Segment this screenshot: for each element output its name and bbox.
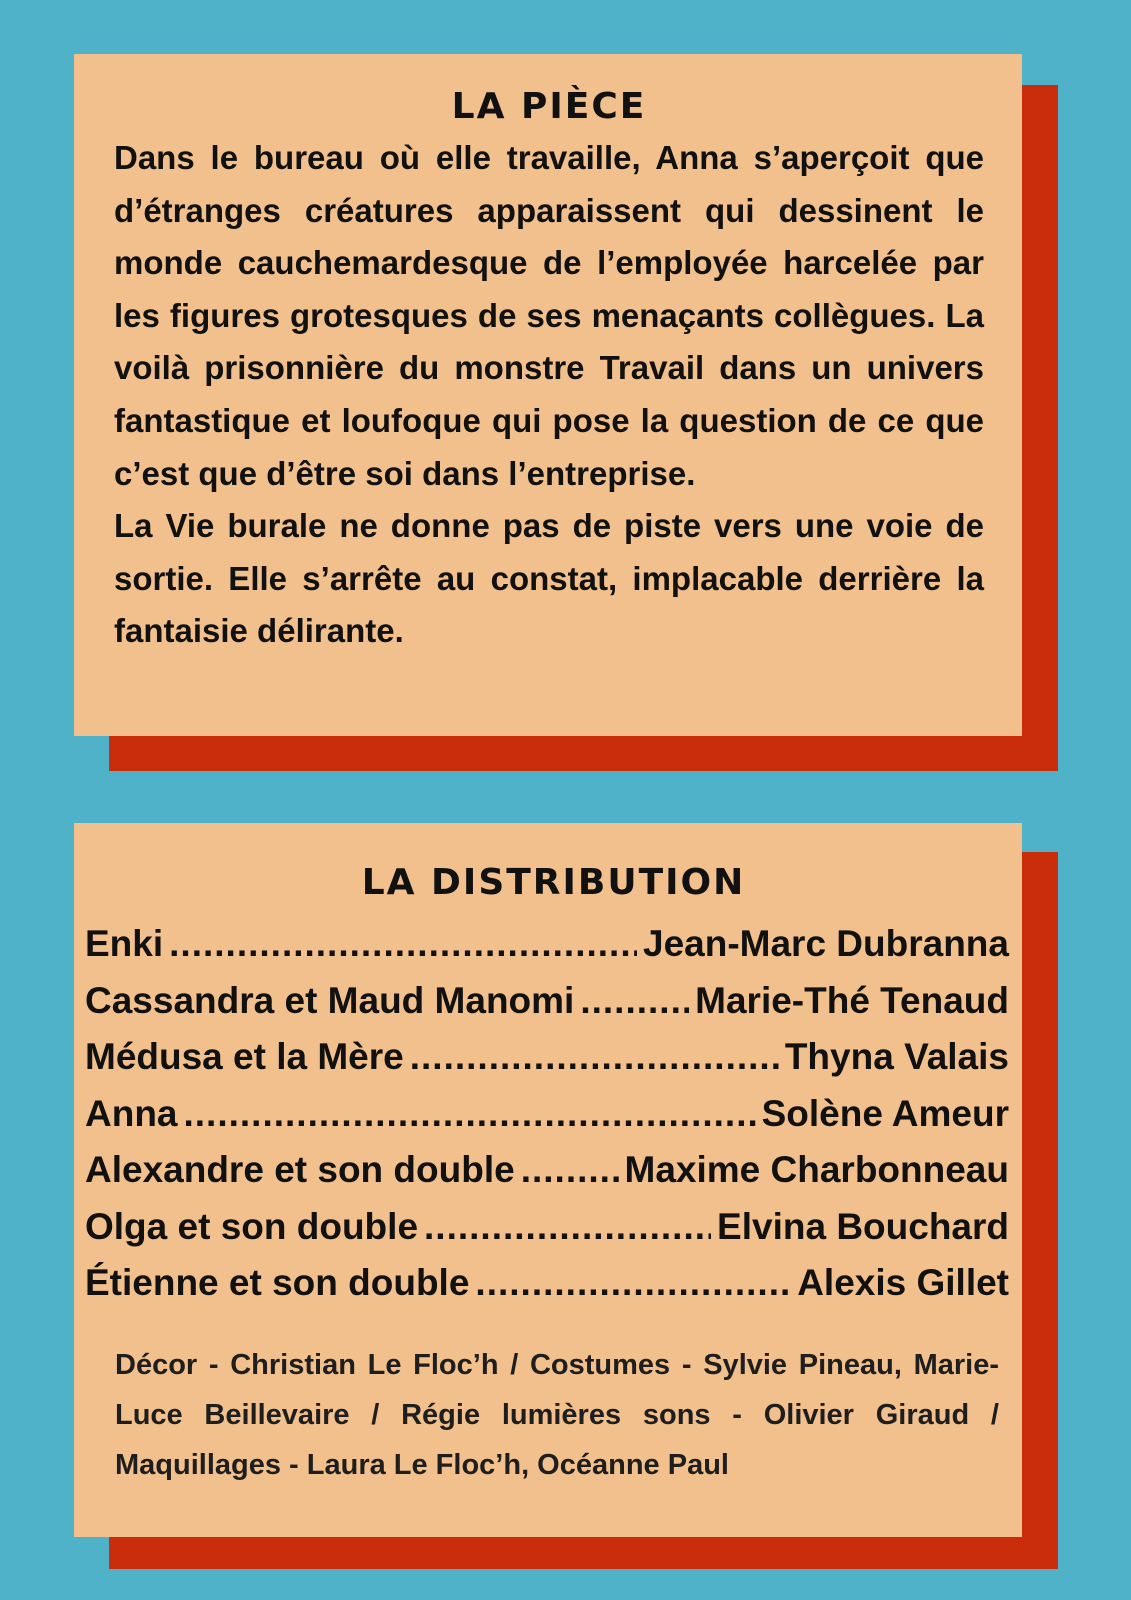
cast-actor: Marie-Thé Tenaud [695,979,1009,1021]
cast-row [85,1255,1009,1312]
cast-role: Anna [85,1092,178,1134]
cast-role: Étienne et son double [85,1262,470,1303]
cast-role: Cassandra et Maud Manomi [85,979,575,1021]
cast-actor: Solène Ameur [761,1092,1009,1134]
dot-leader [475,1255,791,1312]
synopsis-paragraph-1: Dans le bureau où elle travaille, Anna s’aperçoit que d’étranges créatures apparaissent qui dessinent le monde cauchemardesque de l’employée harcelée par les figures grotesques de ses menaçants collègues. La voilà prisonnière du monstre Travail dans un univers fantastique et loufoque qui pose la question de ce que c’est que d’être soi dans l’entreprise. [114,139,984,492]
cast-list [85,916,1009,1312]
cast-row [85,1142,1009,1199]
cast-role: Alexandre et son double [85,1149,515,1190]
cast-row [85,1199,1009,1256]
piece-card [74,54,1022,736]
cast-role: Olga et son double [85,1205,419,1247]
dot-leader [410,1029,779,1086]
cast-actor: Alexis Gillet [797,1262,1009,1303]
cast-actor: Maxime Charbonneau [624,1149,1009,1190]
cast-row [85,1086,1009,1143]
cast-row [85,973,1009,1030]
cast-row [85,1029,1009,1086]
distribution-title: LA DISTRIBUTION [361,862,746,903]
dot-leader [580,973,689,1030]
piece-title: LA PIÈCE [451,86,647,127]
cast-role: Enki [85,923,164,964]
cast-role: Médusa et la Mère [85,1036,404,1077]
cast-actor: Thyna Valais [784,1036,1009,1077]
cast-actor: Jean-Marc Dubranna [643,923,1009,964]
dot-leader [184,1086,756,1143]
cast-row [85,916,1009,973]
dot-leader [521,1142,619,1199]
dot-leader [424,1199,711,1256]
distribution-card [74,823,1022,1537]
credits-text: Décor - Christian Le Floc’h / Costumes - Sylvie Pineau, Marie-Luce Beillevaire / Régie lumières sons - Olivier Giraud / Maquillages - Laura Le Floc’h, Océanne Paul [115,1348,999,1481]
cast-actor: Elvina Bouchard [717,1205,1009,1247]
synopsis-paragraph-2: La Vie burale ne donne pas de piste vers une voie de sortie. Elle s’arrête au constat, implacable derrière la fantaisie délirante. [114,507,984,650]
dot-leader [169,916,637,973]
